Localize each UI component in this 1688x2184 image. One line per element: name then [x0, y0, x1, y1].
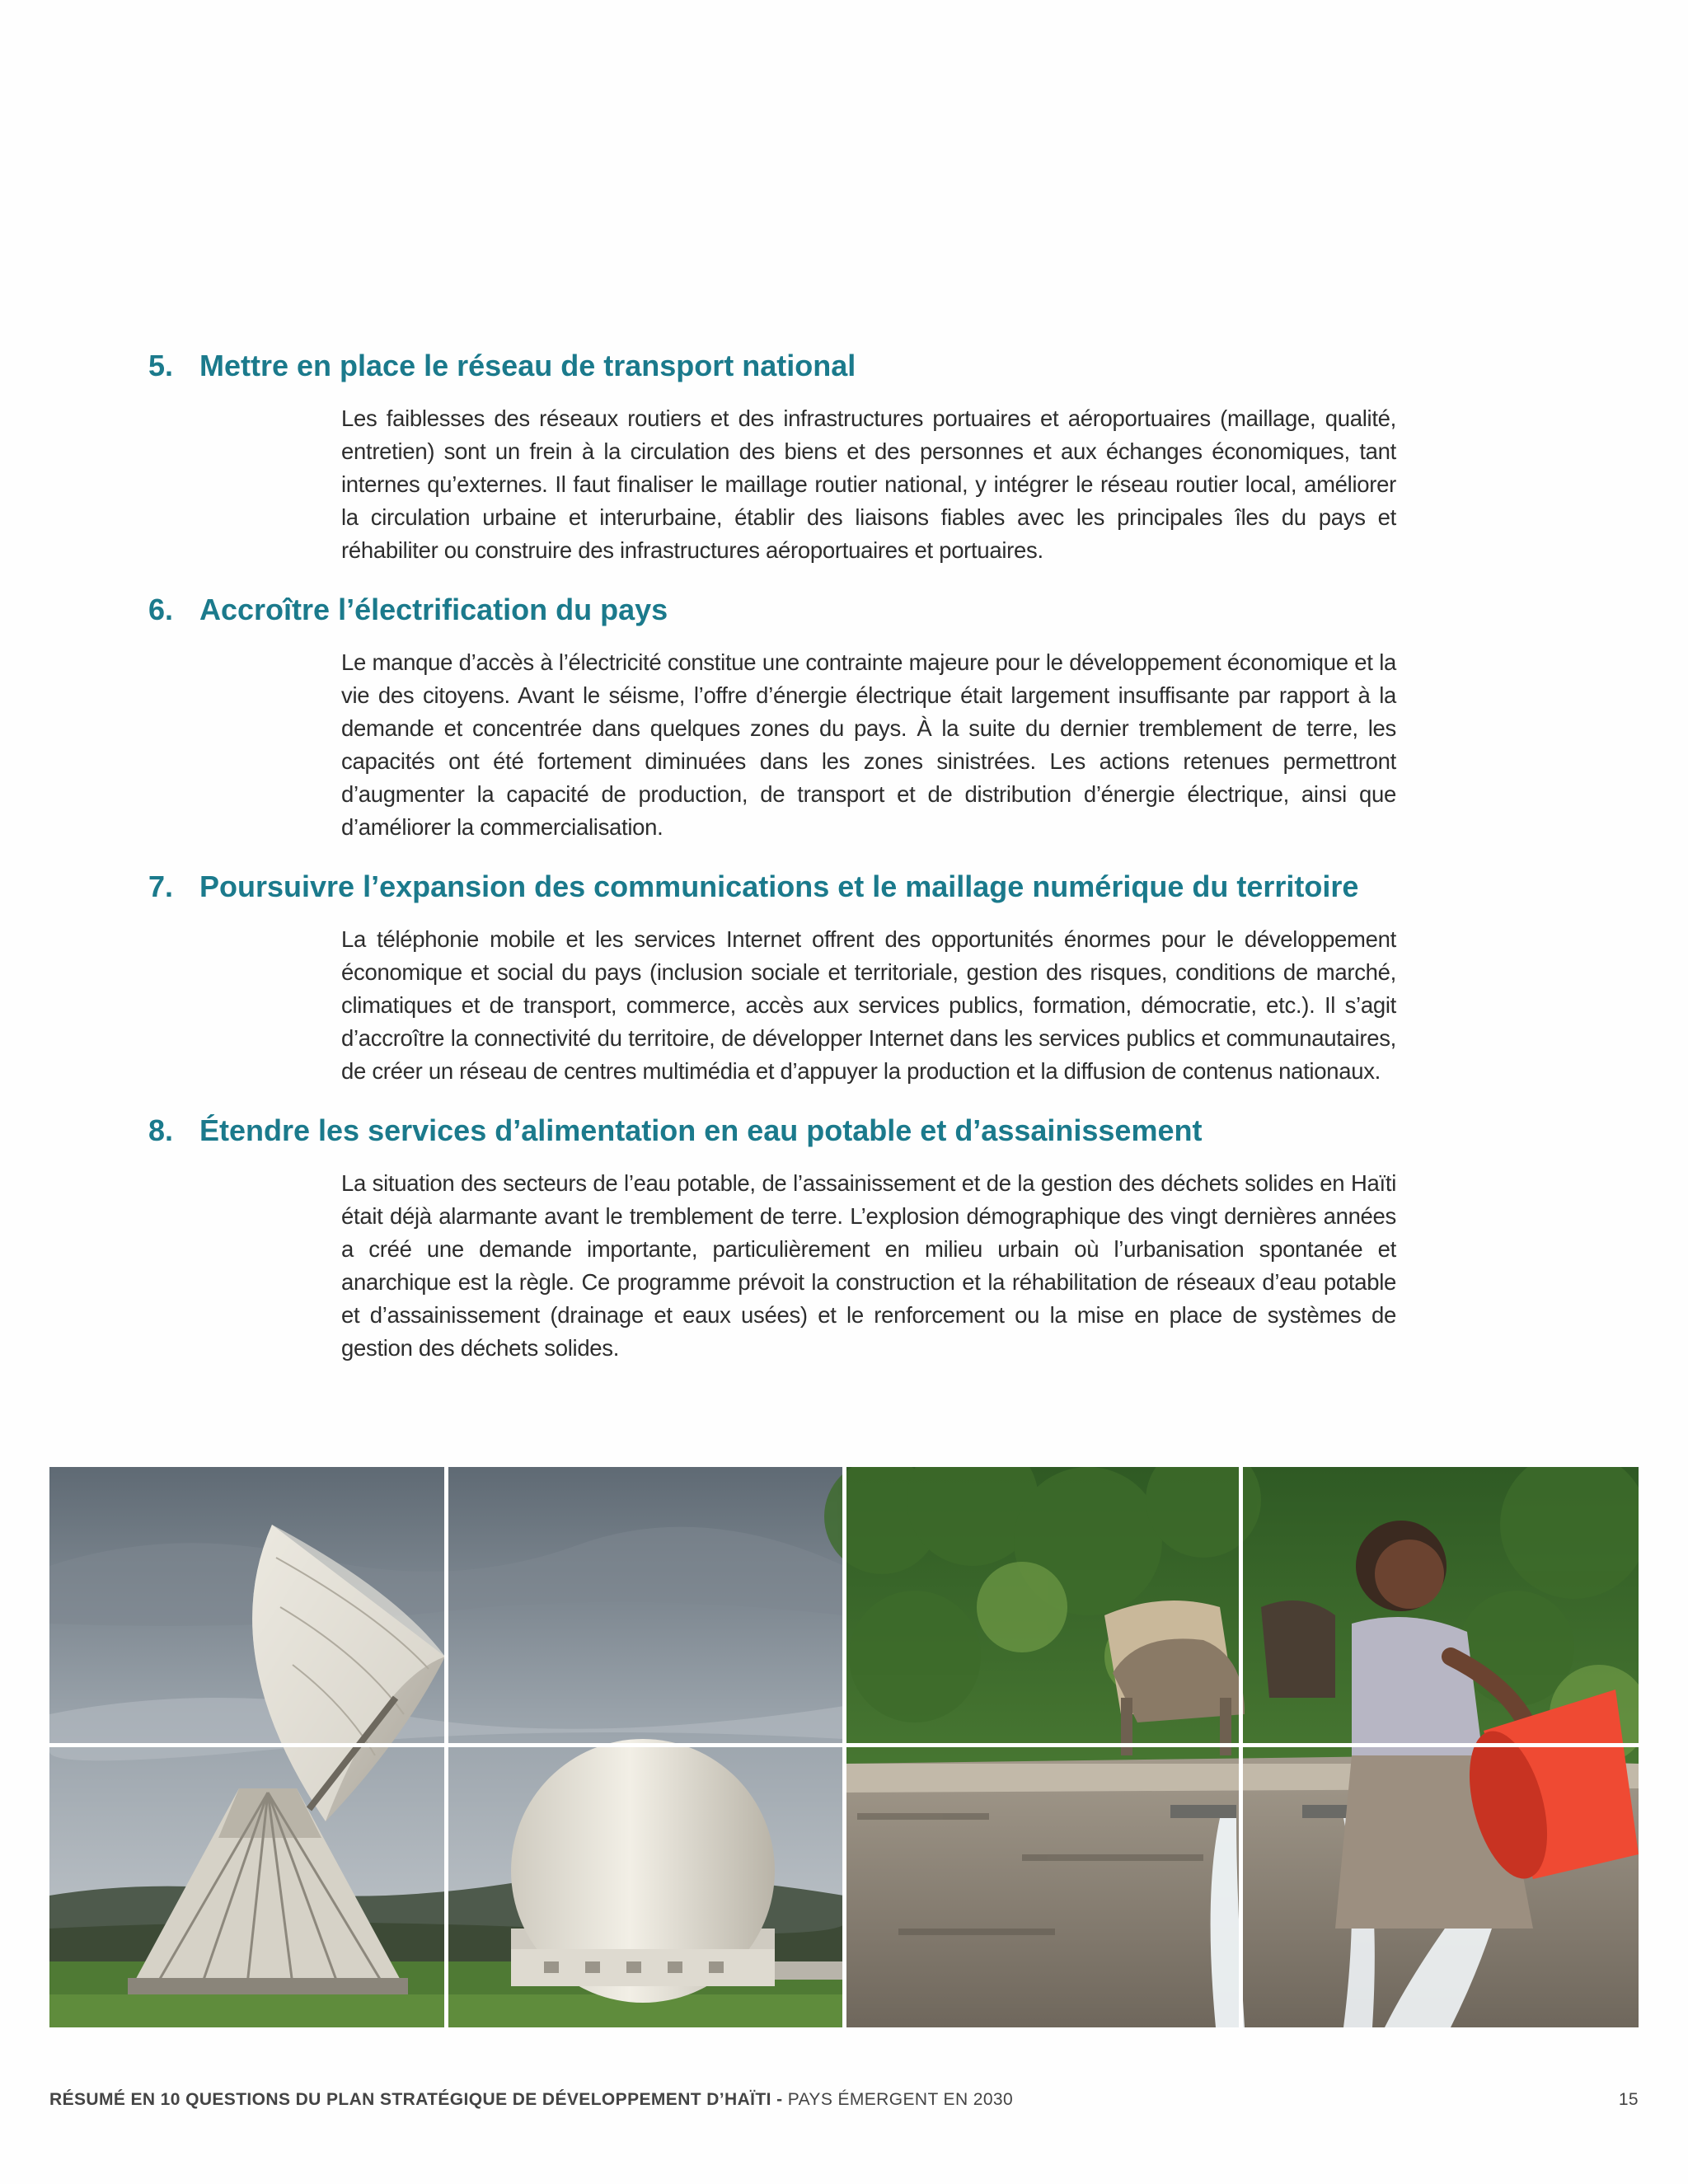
- section-body: La téléphonie mobile et les services Internet offrent des opportunités énormes pour le développement économique et social du pays (inclusion sociale et territoriale, gestion des risques, conditions de marché, climatiques et de transport, commerce, accès aux services publics, formation, démocratie, etc.). Il s’agit d’accroître la connectivité du territoire, de développer Internet dans les services publics et communautaires, de créer un réseau de centres multimédia et d’appuyer la production et la diffusion de contenus nationaux.: [341, 926, 1396, 1084]
- photo-strip: [49, 1467, 1639, 2027]
- page-footer: [49, 2090, 1639, 2110]
- section-number: 5.: [148, 349, 174, 382]
- section-body: La situation des secteurs de l’eau potable, de l’assainissement et de la gestion des déchets solides en Haïti était déjà alarmante avant le tremblement de terre. L’explosion démographique des vingt dernières années a créé une demande importante, particulièrement en milieu urbain où l’urbanisation spontanée et anarchique est la règle. Ce programme prévoit la construction et la réhabilitation de réseaux d’eau potable et d’assainissement (drainage et eaux usées) et le renforcement ou la mise en place de systèmes de gestion des déchets solides.: [341, 1170, 1396, 1361]
- section-body: Le manque d’accès à l’électricité constitue une contrainte majeure pour le développement économique et la vie des citoyens. Avant le séisme, l’offre d’énergie électrique était largement insuffisante par rapport à la demande et concentrée dans quelques zones du pays. À la suite du dernier tremblement de terre, les capacités ont été fortement diminuées dans les zones sinistrées. Les actions retenues permettront d’augmenter la capacité de production, de transport et de distribution d’énergie électrique, ainsi que d’améliorer la commercialisation.: [341, 649, 1396, 840]
- section-title: Poursuivre l’expansion des communications et le maillage numérique du territoire: [199, 869, 1359, 903]
- section-number: 6.: [148, 593, 174, 626]
- section-number: 7.: [148, 869, 174, 903]
- section-title: Étendre les services d’alimentation en eau potable et d’assainissement: [199, 1113, 1203, 1147]
- section-heading: [148, 592, 668, 628]
- footer-title-bold: RÉSUMÉ EN 10 QUESTIONS DU PLAN STRATÉGIQUE DE DÉVELOPPEMENT D’HAÏTI -: [49, 2090, 783, 2109]
- photo-strip-svg: [49, 1467, 1639, 2027]
- section-body: Les faiblesses des réseaux routiers et des infrastructures portuaires et aéroportuaires (maillage, qualité, entretien) sont un frein à la circulation des biens et des personnes et aux échanges économiques, tant internes qu’externes. Il faut finaliser le maillage routier national, y intégrer le réseau routier local, améliorer la circulation urbaine et interurbaine, établir des liaisons fiables avec les principales îles du pays et réhabiliter ou construire des infrastructures aéroportuaires et portuaires.: [341, 405, 1396, 563]
- page-number: 15: [1618, 2090, 1639, 2109]
- section-heading: [148, 869, 1358, 905]
- section-number: 8.: [148, 1113, 174, 1147]
- section-heading: [148, 348, 856, 384]
- section-heading: [148, 1113, 1202, 1149]
- footer-title-regular: PAYS ÉMERGENT EN 2030: [787, 2090, 1014, 2109]
- section-title: Accroître l’électrification du pays: [199, 593, 668, 626]
- section-title: Mettre en place le réseau de transport national: [199, 349, 856, 382]
